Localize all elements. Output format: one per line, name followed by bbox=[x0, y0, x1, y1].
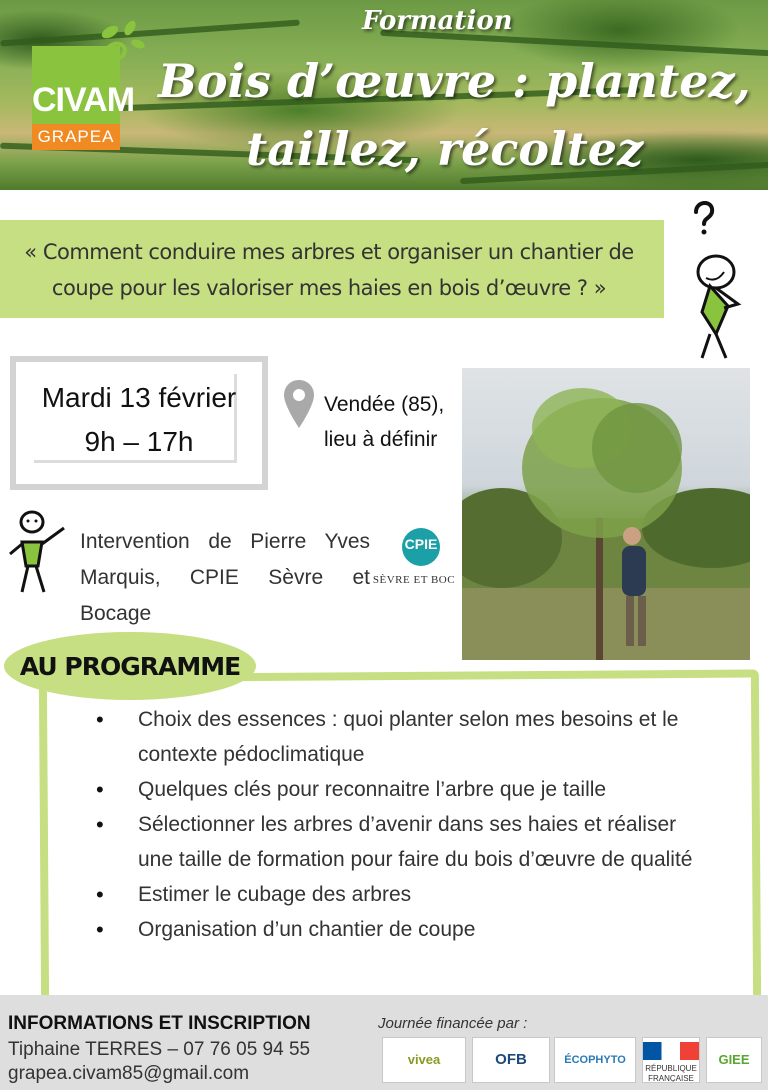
event-date: Mardi 13 février bbox=[41, 382, 237, 413]
list-item: • Estimer le cubage des arbres bbox=[96, 877, 710, 912]
event-hours: 9h – 17h bbox=[84, 426, 194, 457]
vivea-logo: vivea bbox=[382, 1037, 466, 1083]
intervention-text: Intervention de Pierre Yves Marquis, CPIE Sèvre et Bocage bbox=[80, 530, 370, 625]
list-item: • Choix des essences : quoi planter selon mes besoins et le contexte pédoclimatique bbox=[96, 702, 710, 772]
location-pin-icon bbox=[284, 380, 314, 428]
republique-francaise-logo bbox=[642, 1037, 700, 1083]
programme-badge bbox=[4, 632, 256, 700]
republique-francaise-label: RÉPUBLIQUE FRANÇAISE bbox=[645, 1064, 697, 1083]
question-banner bbox=[0, 220, 664, 318]
programme-title: AU PROGRAMME bbox=[19, 652, 241, 681]
header-kicker: Formation bbox=[362, 6, 513, 36]
contact-phone: Tiphaine TERRES – 07 76 05 94 55 bbox=[8, 1039, 311, 1060]
date-box bbox=[10, 356, 268, 490]
tree-photo bbox=[462, 368, 750, 660]
funding-label: Journée financée par : bbox=[378, 1015, 528, 1032]
cpie-logo-caption: SÈVRE ET BOC bbox=[372, 574, 456, 586]
list-item: • Quelques clés pour reconnaitre l’arbre que je taille bbox=[96, 772, 710, 807]
list-item: • Sélectionner les arbres d’avenir dans ses haies et réaliser une taille de formation pour faire du bois d’œuvre de qualité bbox=[96, 807, 710, 877]
civam-logo bbox=[32, 46, 135, 150]
question-text: « Comment conduire mes arbres et organiser un chantier de coupe pour les valoriser mes haies en bois d’œuvre ? » bbox=[24, 240, 634, 300]
ecophyto-logo: ÉCOPHYTO bbox=[554, 1037, 636, 1083]
civam-logo-sub: GRAPEA bbox=[32, 124, 120, 150]
list-item: • Organisation d’un chantier de coupe bbox=[96, 912, 710, 947]
cpie-logo-letters: CPIE bbox=[404, 536, 438, 552]
page-title-line1: Bois d’œuvre : plantez, bbox=[158, 54, 751, 108]
header-banner bbox=[0, 0, 768, 190]
giee-logo: GIEE bbox=[706, 1037, 762, 1083]
contact-email[interactable]: grapea.civam85@gmail.com bbox=[8, 1063, 250, 1084]
ofb-logo: OFB bbox=[472, 1037, 550, 1083]
programme-list bbox=[96, 702, 710, 947]
footer bbox=[0, 995, 768, 1090]
stick-figure-icon bbox=[6, 508, 70, 596]
event-location-line2: lieu à définir bbox=[324, 428, 438, 451]
info-title: INFORMATIONS ET INSCRIPTION bbox=[8, 1013, 311, 1034]
event-location-line1: Vendée (85), bbox=[324, 393, 445, 416]
page-title-line2: taillez, récoltez bbox=[246, 122, 644, 176]
civam-logo-name: CIVAM bbox=[32, 81, 135, 119]
cpie-logo bbox=[372, 528, 456, 594]
thinking-figure-icon bbox=[680, 194, 760, 364]
